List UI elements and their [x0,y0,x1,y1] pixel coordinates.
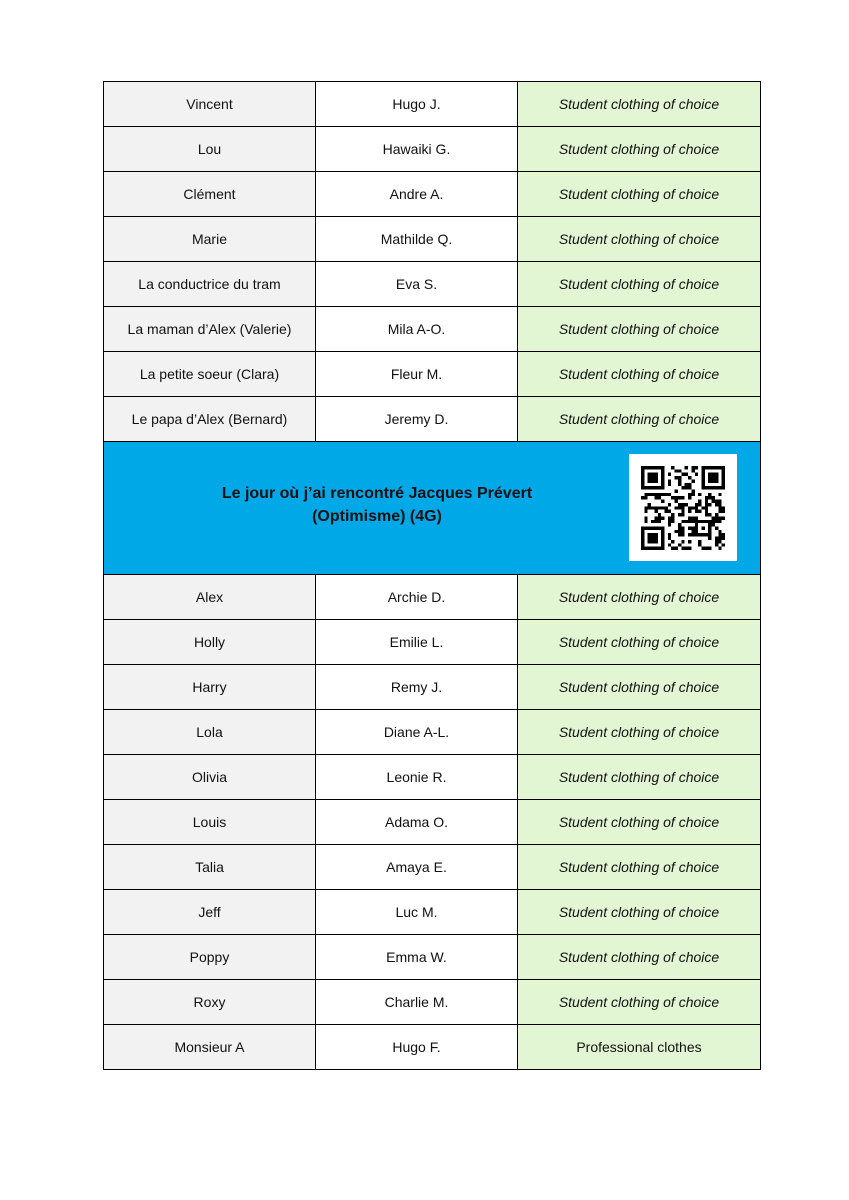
table-row [104,217,761,262]
table-row [104,890,761,935]
table-row [104,307,761,352]
costume-cell: Student clothing of choice [518,980,761,1025]
costume-cell: Student clothing of choice [518,307,761,352]
role-cell: Harry [104,665,316,710]
actor-cell: Charlie M. [316,980,518,1025]
costume-cell: Student clothing of choice [518,397,761,442]
actor-cell: Mathilde Q. [316,217,518,262]
costume-cell: Student clothing of choice [518,665,761,710]
play-title [104,482,650,528]
table-row [104,935,761,980]
qr-code-icon[interactable] [629,454,737,561]
table-row [104,620,761,665]
costume-cell: Student clothing of choice [518,262,761,307]
costume-cell: Student clothing of choice [518,890,761,935]
costume-cell: Professional clothes [518,1025,761,1070]
actor-cell: Remy J. [316,665,518,710]
table-row [104,665,761,710]
costume-cell: Student clothing of choice [518,800,761,845]
role-cell: Alex [104,575,316,620]
costume-cell: Student clothing of choice [518,845,761,890]
role-cell: Lola [104,710,316,755]
role-cell: Holly [104,620,316,665]
actor-cell: Fleur M. [316,352,518,397]
role-cell: Vincent [104,82,316,127]
actor-cell: Leonie R. [316,755,518,800]
table-row [104,172,761,217]
table-row [104,127,761,172]
table-row [104,980,761,1025]
actor-cell: Hugo F. [316,1025,518,1070]
table-row [104,397,761,442]
actor-cell: Hawaiki G. [316,127,518,172]
table-row [104,845,761,890]
cast-section-2 [104,575,761,1070]
actor-cell: Archie D. [316,575,518,620]
role-cell: La maman d’Alex (Valerie) [104,307,316,352]
table-row [104,82,761,127]
table-row [104,755,761,800]
role-cell: Talia [104,845,316,890]
role-cell: Clément [104,172,316,217]
actor-cell: Amaya E. [316,845,518,890]
role-cell: Jeff [104,890,316,935]
costume-cell: Student clothing of choice [518,127,761,172]
actor-cell: Eva S. [316,262,518,307]
costume-cell: Student clothing of choice [518,352,761,397]
costume-cell: Student clothing of choice [518,935,761,980]
actor-cell: Diane A-L. [316,710,518,755]
role-cell: La petite soeur (Clara) [104,352,316,397]
costume-cell: Student clothing of choice [518,620,761,665]
play-title-line-1: Le jour où j’ai rencontré Jacques Prévert [221,485,533,502]
table-row [104,575,761,620]
actor-cell: Jeremy D. [316,397,518,442]
actor-cell: Adama O. [316,800,518,845]
table-row [104,262,761,307]
actor-cell: Mila A-O. [316,307,518,352]
role-cell: Poppy [104,935,316,980]
cast-section-1 [104,82,761,442]
role-cell: Lou [104,127,316,172]
cast-table [103,81,761,1070]
table-row [104,1025,761,1070]
play-title-line-2: (Optimisme) (4G) [312,508,442,525]
table-row [104,800,761,845]
role-cell: Monsieur A [104,1025,316,1070]
role-cell: Olivia [104,755,316,800]
role-cell: Roxy [104,980,316,1025]
costume-cell: Student clothing of choice [518,710,761,755]
actor-cell: Emma W. [316,935,518,980]
actor-cell: Emilie L. [316,620,518,665]
costume-cell: Student clothing of choice [518,217,761,262]
actor-cell: Andre A. [316,172,518,217]
actor-cell: Hugo J. [316,82,518,127]
actor-cell: Luc M. [316,890,518,935]
role-cell: Le papa d’Alex (Bernard) [104,397,316,442]
table-row [104,710,761,755]
costume-cell: Student clothing of choice [518,82,761,127]
costume-cell: Student clothing of choice [518,575,761,620]
role-cell: Louis [104,800,316,845]
play-banner [104,442,761,575]
table-row [104,352,761,397]
costume-cell: Student clothing of choice [518,755,761,800]
costume-cell: Student clothing of choice [518,172,761,217]
role-cell: La conductrice du tram [104,262,316,307]
role-cell: Marie [104,217,316,262]
